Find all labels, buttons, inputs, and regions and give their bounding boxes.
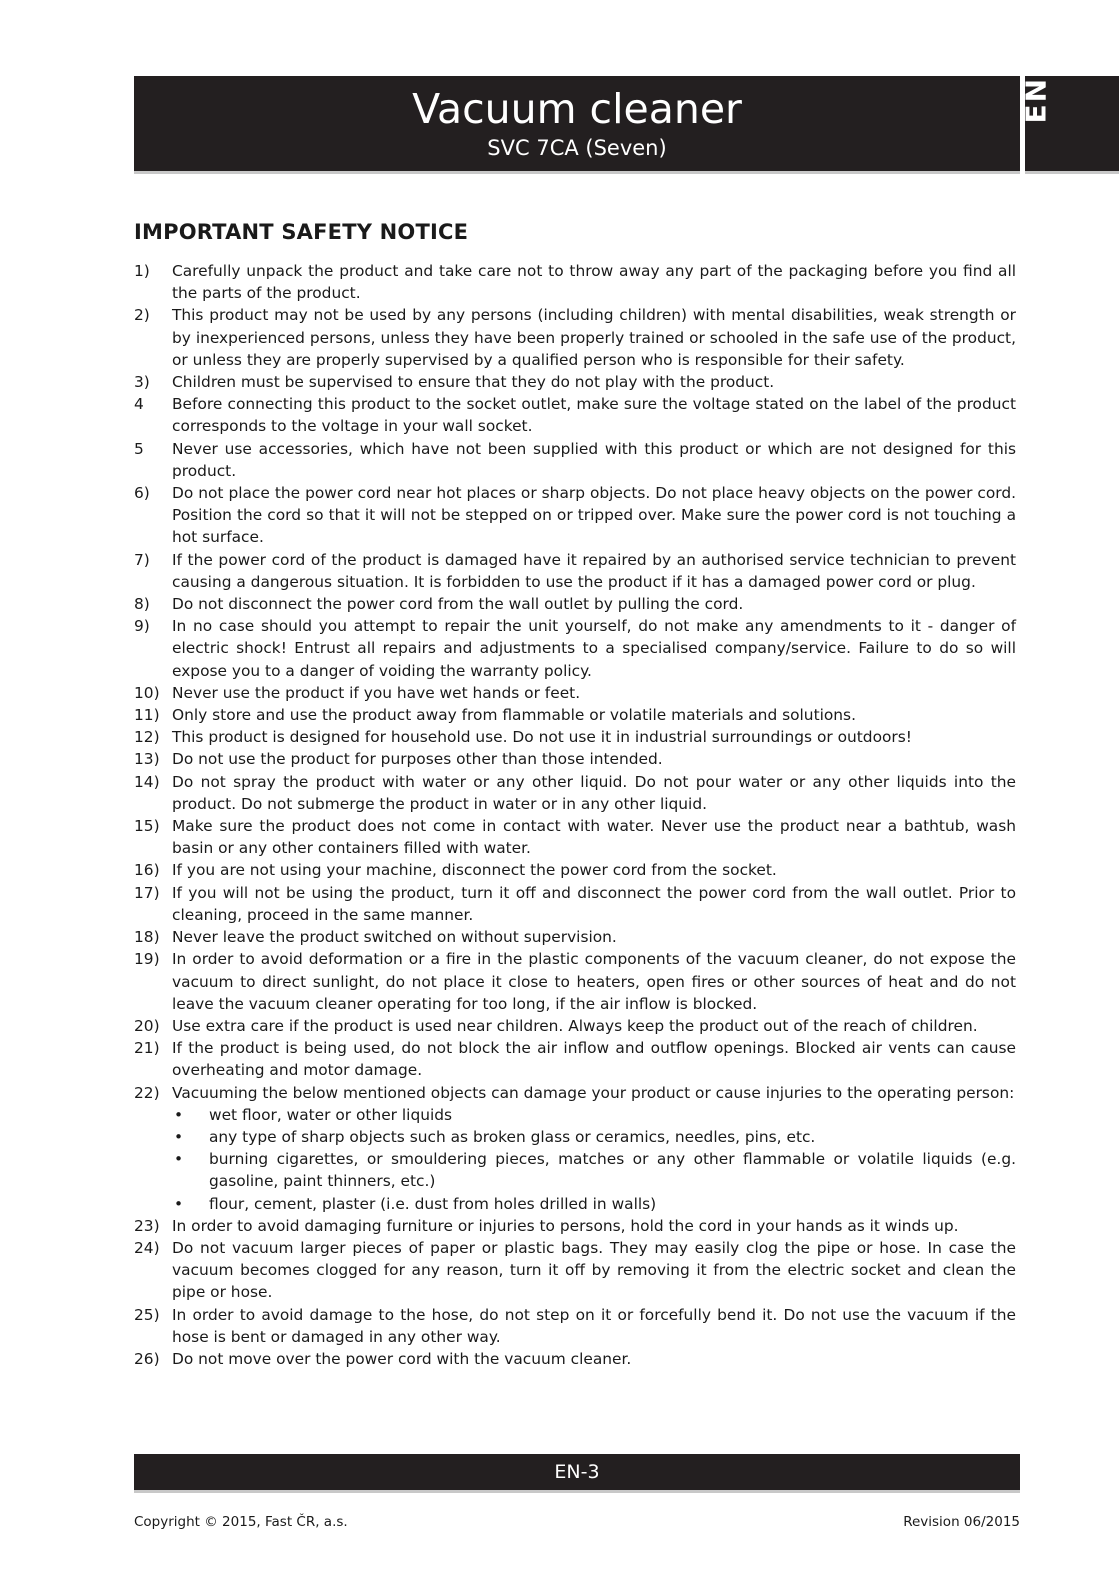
notice-number: 23) (134, 1216, 160, 1235)
notice-text: This product may not be used by any persons (including children) with mental disabilities, weak strength or by inexperienced persons, unless they have been properly trained or schooled in the safe use of the product, or unless they are properly supervised by a qualified person who is responsible for their safety. (172, 306, 1016, 369)
notice-number: 15) (134, 817, 160, 836)
section-title: IMPORTANT SAFETY NOTICE (134, 220, 469, 244)
notice-text: If the product is being used, do not block the air inflow and outflow openings. Blocked air vents can cause overheating and motor damage. (172, 1039, 1016, 1080)
notice-item (134, 926, 1016, 948)
bullet-text: wet floor, water or other liquids (209, 1105, 453, 1124)
copyright-text: Copyright © 2015, Fast ČR, a.s. (134, 1514, 348, 1530)
notice-item (134, 882, 1016, 926)
notice-number: 20) (134, 1016, 160, 1035)
notice-item (134, 593, 1016, 615)
notice-text: Vacuuming the below mentioned objects can damage your product or cause injuries to the operating person: (172, 1083, 1015, 1102)
notice-text: If you are not using your machine, disconnect the power cord from the socket. (172, 861, 777, 880)
bullet-icon: • (174, 1105, 184, 1124)
notice-number: 13) (134, 750, 160, 769)
notice-text: Never use accessories, which have not been supplied with this product or which are not designed for this product. (172, 439, 1016, 480)
notice-number: 5 (134, 439, 144, 458)
notice-item (134, 771, 1016, 815)
notice-number: 24) (134, 1238, 160, 1257)
notice-number: 25) (134, 1305, 160, 1324)
notice-number: 19) (134, 950, 160, 969)
notice-text: In order to avoid damage to the hose, do not step on it or forcefully bend it. Do not use the vacuum if the hose is bent or damaged in any other way. (172, 1305, 1016, 1346)
notice-text: This product is designed for household use. Do not use it in industrial surroundings or outdoors! (172, 728, 912, 747)
notice-number: 8) (134, 595, 150, 614)
notice-text: Do not place the power cord near hot places or sharp objects. Do not place heavy objects on the power cord. Position the cord so that it will not be stepped on or tripped over. Make sure the power cord is not touching a hot surface. (172, 484, 1016, 547)
bullet-item (172, 1148, 1016, 1192)
notice-text: In no case should you attempt to repair the unit yourself, do not make any amendments to it - danger of electric shock! Entrust all repairs and adjustments to a specialised company/service. Failure to do so will expose you to a danger of voiding the warranty policy. (172, 617, 1016, 680)
notice-number: 1) (134, 262, 150, 280)
model-subtitle: SVC 7CA (Seven) (487, 136, 667, 160)
header-bar (134, 76, 1020, 171)
notice-text: Use extra care if the product is used near children. Always keep the product out of the reach of children. (172, 1016, 978, 1035)
notice-text: Carefully unpack the product and take care not to throw away any part of the packaging before you find all the parts of the product. (172, 262, 1016, 303)
notice-text: Never leave the product switched on without supervision. (172, 928, 617, 947)
notice-item (134, 304, 1016, 371)
notice-text: Before connecting this product to the socket outlet, make sure the voltage stated on the label of the product corresponds to the voltage in your wall socket. (172, 395, 1016, 436)
language-label: EN (1019, 76, 1053, 124)
notice-number: 12) (134, 728, 160, 747)
notice-item (134, 815, 1016, 859)
notice-item (134, 859, 1016, 881)
notice-text: Children must be supervised to ensure that they do not play with the product. (172, 373, 775, 392)
notice-number: 4 (134, 395, 144, 414)
notice-item (134, 1015, 1016, 1037)
notice-item (134, 438, 1016, 482)
notice-number: 21) (134, 1039, 160, 1058)
notice-text: Do not disconnect the power cord from the wall outlet by pulling the cord. (172, 595, 744, 614)
notice-item (134, 1304, 1016, 1348)
notice-number: 9) (134, 617, 150, 636)
notice-item (134, 260, 1016, 304)
language-tab (1019, 76, 1119, 171)
safety-notice-list (134, 260, 1016, 1370)
notice-item (134, 482, 1016, 549)
notice-item (134, 549, 1016, 593)
notice-number: 26) (134, 1349, 160, 1368)
notice-number: 16) (134, 861, 160, 880)
notice-text: Only store and use the product away from flammable or volatile materials and solutions. (172, 706, 856, 725)
notice-item (134, 371, 1016, 393)
notice-item (134, 948, 1016, 1015)
notice-text: If you will not be using the product, turn it off and disconnect the power cord from the wall outlet. Prior to cleaning, proceed in the same manner. (172, 883, 1016, 924)
notice-text: Do not use the product for purposes other than those intended. (172, 750, 663, 769)
notice-number: 10) (134, 683, 160, 702)
notice-number: 22) (134, 1083, 160, 1102)
notice-text: Do not vacuum larger pieces of paper or plastic bags. They may easily clog the pipe or hose. In case the vacuum becomes clogged for any reason, turn it off by removing it from the electric socket and clean the pipe or hose. (172, 1238, 1016, 1302)
notice-number: 2) (134, 306, 150, 325)
footer-bar (134, 1454, 1020, 1490)
bullet-text: burning cigarettes, or smouldering pieces, matches or any other flammable or volatile liquids (e.g. gasoline, paint thinners, etc.) (209, 1150, 1016, 1191)
notice-number: 11) (134, 706, 160, 725)
notice-text: In order to avoid damaging furniture or injuries to persons, hold the cord in your hands as it winds up. (172, 1216, 959, 1235)
notice-text: Make sure the product does not come in contact with water. Never use the product near a bathtub, wash basin or any other containers filled with water. (172, 817, 1016, 858)
notice-item (134, 748, 1016, 770)
notice-number: 6) (134, 484, 150, 503)
notice-item (134, 1215, 1016, 1237)
notice-text: In order to avoid deformation or a fire in the plastic components of the vacuum cleaner, do not expose the vacuum to direct sunlight, do not place it close to heaters, open fires or other sources of heat and do not leave the vacuum cleaner operating for too long, if the air inflow is blocked. (172, 950, 1016, 1013)
bullet-item (172, 1126, 1016, 1148)
revision-text: Revision 06/2015 (903, 1514, 1020, 1530)
bullet-icon: • (174, 1194, 184, 1213)
notice-item (134, 615, 1016, 682)
bullet-text: flour, cement, plaster (i.e. dust from holes drilled in walls) (209, 1194, 657, 1213)
notice-number: 14) (134, 772, 160, 791)
notice-number: 18) (134, 928, 160, 947)
bullet-list (172, 1104, 1016, 1215)
notice-number: 3) (134, 373, 150, 392)
bullet-icon: • (174, 1127, 184, 1146)
document-title: Vacuum cleaner (412, 85, 742, 133)
notice-text: Do not move over the power cord with the vacuum cleaner. (172, 1349, 632, 1368)
notice-item (134, 1082, 1016, 1215)
notice-text: Never use the product if you have wet hands or feet. (172, 683, 581, 702)
notice-item (134, 1348, 1016, 1370)
bullet-icon: • (174, 1150, 184, 1169)
notice-text: Do not spray the product with water or any other liquid. Do not pour water or any other liquids into the product. Do not submerge the product in water or in any other liquid. (172, 772, 1016, 813)
notice-item (134, 726, 1016, 748)
notice-number: 7) (134, 550, 150, 569)
notice-item (134, 393, 1016, 437)
notice-item (134, 682, 1016, 704)
notice-item (134, 704, 1016, 726)
notice-item (134, 1037, 1016, 1081)
bullet-item (172, 1104, 1016, 1126)
notice-text: If the power cord of the product is damaged have it repaired by an authorised service technician to prevent causing a dangerous situation. It is forbidden to use the product if it has a damaged power cord or plug. (172, 550, 1016, 591)
notice-item (134, 1237, 1016, 1304)
page-number: EN-3 (554, 1461, 600, 1483)
notice-number: 17) (134, 883, 160, 902)
bullet-item (172, 1193, 1016, 1215)
bullet-text: any type of sharp objects such as broken glass or ceramics, needles, pins, etc. (209, 1127, 816, 1146)
